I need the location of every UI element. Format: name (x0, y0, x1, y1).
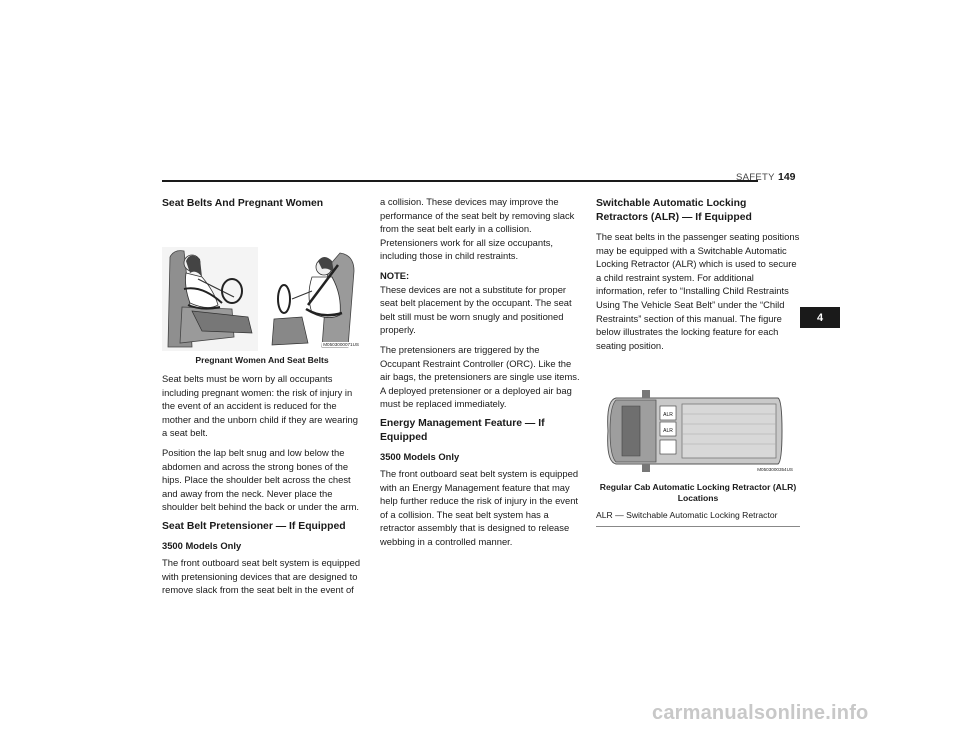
paragraph: Position the lap belt snug and low below the abdomen and across the strong bones of the hips. Place the shoulder belt across the chest and away from the neck. Never place the shoulder belt behind the back or under the arm. (162, 446, 359, 513)
heading-pretensioner: Seat Belt Pretensioner — If Equipped (162, 520, 346, 532)
chapter-tab: 4 (800, 307, 840, 328)
figure-pregnant-women (162, 247, 362, 351)
figure-code: M0503000354US (757, 467, 793, 473)
alr-label: ALR (663, 428, 673, 435)
heading-pregnant-women: Seat Belts And Pregnant Women (162, 198, 324, 209)
heading-alr: Switchable Automatic Locking Retractors (ALR) — If Equipped (596, 198, 752, 223)
subheading-3500: 3500 Models Only (162, 539, 242, 551)
subheading-3500: 3500 Models Only (380, 450, 460, 462)
column-3 (596, 195, 800, 527)
column-2 (380, 195, 580, 554)
paragraph: Seat belts must be worn by all occupants including pregnant women: the risk of injury in the event of an accident is reduced for the mother and the unborn child if they are wearing a seat belt. (162, 373, 358, 439)
note-text: These devices are not a substitute for proper seat belt placement by the occupant. The seat belt still must be worn snugly and positioned properly. (380, 283, 572, 336)
note (380, 269, 580, 337)
watermark-logo: carmanualsonline.info (652, 702, 869, 724)
figure-legend: ALR — Switchable Automatic Locking Retractor (596, 510, 800, 527)
figure-caption: Pregnant Women And Seat Belts (195, 355, 329, 365)
alr-label: ALR (663, 412, 673, 419)
figure-alr-locations (596, 386, 796, 476)
header-rule (162, 180, 758, 182)
column-1 (162, 195, 362, 603)
note-label: NOTE: (380, 269, 410, 281)
paragraph: a collision. These devices may improve the performance of the seat belt by removing slack from the seat belt early in a collision. Pretensioners work for all size occupants, including those in child restraints. (380, 196, 575, 262)
paragraph: The front outboard seat belt system is equipped with an Energy Management feature that may help further reduce the risk of injury in the event of a collision. The seat belt system has a retractor assembly that is designed to release webbing in a controlled manner. (380, 467, 579, 547)
truck-top-view-illustration (596, 386, 796, 476)
paragraph: The front outboard seat belt system is equipped with pretensioning devices that are designed to remove slack from the seat belt in the event of (162, 556, 361, 596)
pregnant-women-illustration (162, 247, 362, 351)
paragraph: The pretensioners are triggered by the Occupant Restraint Controller (ORC). Like the air bags, the pretensioners are single use items. A deployed pretensioner or a deployed air bag must be replaced immediately. (380, 343, 580, 410)
heading-energy-management: Energy Management Feature — If Equipped (380, 417, 545, 443)
page-number: 149 (778, 171, 796, 183)
running-header-section: SAFETY (736, 172, 775, 183)
figure-caption: Regular Cab Automatic Locking Retractor (ALR) Locations (599, 482, 797, 504)
figure-code: M0503000071US (323, 342, 359, 347)
paragraph: The seat belts in the passenger seating positions may be equipped with a Switchable Automatic Locking Retractor (ALR) which is used to secure a child restraint system. For additional information, refer to “Installing Child Restraints Using The Vehicle Seat Belt” under the “Child Restraints” section of this manual. The figure below illustrates the locking feature for each seating position. (596, 231, 800, 351)
